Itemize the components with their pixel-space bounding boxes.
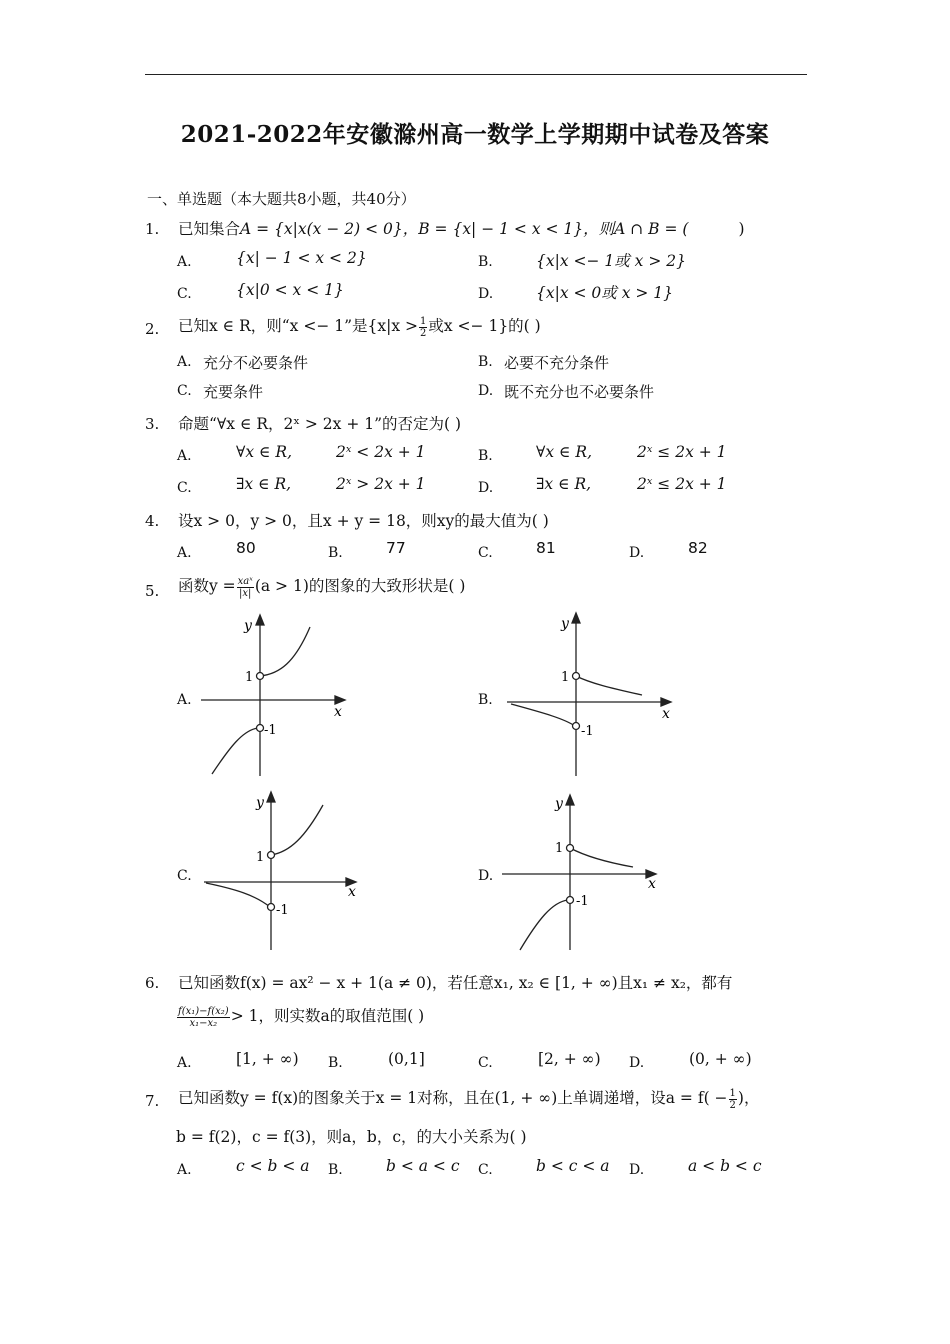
curve-left	[520, 900, 568, 950]
tick-label-one: 1	[256, 850, 265, 865]
question-stem: 函数y = $\frac{\text{xaˣ}}{|x|}$ (a > 1)的图象的大致形状是( )	[178, 575, 466, 599]
question-number: 4.	[145, 512, 160, 530]
option-d-label: D.	[629, 545, 645, 561]
option-b: (0,1]	[388, 1050, 425, 1068]
fraction: $\frac{1}{2}$	[729, 1087, 736, 1111]
graph-d	[500, 790, 670, 955]
question-stem: 设x > 0，y > 0，且x + y = 18，则xy的最大值为( )	[178, 512, 549, 530]
question-number: 5.	[145, 582, 160, 600]
open-point	[567, 845, 574, 852]
option-c: 充要条件	[203, 383, 264, 401]
option-d: a < b < c	[688, 1157, 762, 1175]
open-point	[567, 897, 574, 904]
graph-b-label: B.	[478, 692, 493, 708]
question-number: 1.	[145, 220, 160, 238]
tick-label-one: 1	[245, 670, 254, 685]
x-axis-label: x	[348, 884, 356, 900]
x-axis-label: x	[648, 876, 656, 892]
option-a: 2ˣ < 2x + 1	[336, 443, 426, 461]
option-b-label: B.	[478, 254, 493, 270]
option-d-label: D.	[629, 1055, 645, 1071]
section-heading: 一、单选题（本大题共8小题，共40分）	[147, 190, 416, 208]
y-axis-label: y	[561, 616, 569, 632]
x-axis-arrow-icon	[661, 698, 671, 706]
question-stem: 命题“∀x ∈ R，2ˣ > 2x + 1”的否定为( )	[178, 415, 462, 433]
option-d: {x|x < 0或 x > 1}	[536, 284, 674, 302]
option-c: {x|0 < x < 1}	[236, 281, 344, 299]
option-a: {x| − 1 < x < 2}	[236, 249, 367, 267]
option-b-label: B.	[328, 1162, 343, 1178]
option-c-label: C.	[478, 545, 493, 561]
graph-b	[505, 608, 680, 778]
option-c: 2ˣ > 2x + 1	[336, 475, 426, 493]
question-number: 3.	[145, 415, 160, 433]
tick-label-neg-one: -1	[276, 903, 289, 918]
question-stem-line1: 已知函数y = f(x)的图象关于x = 1对称，且在(1, + ∞)上单调递增，设a = f( − $\frac{1}{2}$ )，	[178, 1087, 760, 1111]
page-title: 2021-2022年安徽滁州高一数学上学期期中试卷及答案	[180, 121, 770, 148]
option-b-label: B.	[478, 448, 493, 464]
option-a-label: A.	[177, 545, 192, 561]
y-axis-label: y	[244, 618, 252, 634]
open-point	[257, 725, 264, 732]
option-d-label: D.	[478, 480, 494, 496]
curve-right	[576, 676, 642, 695]
curve-left	[212, 728, 258, 774]
graph-a	[195, 612, 355, 777]
y-axis-label: y	[555, 796, 563, 812]
option-b: b < a < c	[386, 1157, 460, 1175]
option-c-label: C.	[478, 1055, 493, 1071]
curve-right	[570, 848, 633, 867]
option-d: 既不充分也不必要条件	[504, 383, 655, 401]
fraction: $\frac{\text{xaˣ}}{|x|}$	[237, 575, 253, 599]
fraction: $\frac{\text{f(x₁)−f(x₂)}}{\text{x₁−x₂}}$	[178, 1005, 229, 1029]
question-stem-line2: $\frac{\text{f(x₁)−f(x₂)}}{\text{x₁−x₂}}$ > 1，则实数a的取值范围( )	[178, 1005, 425, 1029]
option-b-label: B.	[328, 545, 343, 561]
question-number: 6.	[145, 974, 160, 992]
option-c: 81	[536, 539, 556, 557]
option-c-label: C.	[177, 286, 192, 302]
option-b-quantifier: ∀x ∈ R,	[536, 443, 593, 461]
x-axis-label: x	[662, 706, 670, 722]
option-a: 80	[236, 539, 256, 557]
curve-right	[260, 627, 310, 676]
tick-label-neg-one: -1	[264, 723, 277, 738]
graph-c	[200, 787, 365, 952]
tick-label-neg-one: -1	[581, 724, 594, 739]
option-b: 77	[386, 539, 406, 557]
option-a-label: A.	[177, 354, 192, 370]
question-stem: 已知x ∈ R，则“x <− 1”是{x|x > $\frac{1}{2}$ 或x <− 1}的( )	[178, 315, 541, 339]
option-c: [2, + ∞)	[538, 1050, 601, 1068]
curve-left	[511, 704, 575, 726]
y-axis-label: y	[256, 795, 264, 811]
graph-a-label: A.	[177, 692, 192, 708]
graph-c-label: C.	[177, 868, 192, 884]
curve-left	[206, 883, 270, 907]
option-c-label: C.	[177, 383, 192, 399]
open-point	[268, 904, 275, 911]
option-b: 必要不充分条件	[504, 354, 610, 372]
option-a-label: A.	[177, 1055, 192, 1071]
tick-label-one: 1	[561, 670, 570, 685]
question-stem: 已知集合A = {x|x(x − 2) < 0}，B = {x| − 1 < x < 1}，则A ∩ B = ( )	[178, 220, 745, 238]
option-d: 82	[688, 539, 708, 557]
option-b: 2ˣ ≤ 2x + 1	[637, 443, 727, 461]
tick-label-one: 1	[555, 841, 564, 856]
option-a: [1, + ∞)	[236, 1050, 299, 1068]
option-b-label: B.	[328, 1055, 343, 1071]
option-a-label: A.	[177, 1162, 192, 1178]
question-number: 2.	[145, 320, 160, 338]
option-c-label: C.	[478, 1162, 493, 1178]
option-c: b < c < a	[536, 1157, 610, 1175]
open-point	[573, 723, 580, 730]
tick-label-neg-one: -1	[576, 894, 589, 909]
y-axis-arrow-icon	[566, 795, 574, 805]
y-axis-arrow-icon	[572, 613, 580, 623]
option-a-quantifier: ∀x ∈ R,	[236, 443, 293, 461]
option-d-quantifier: ∃x ∈ R,	[536, 475, 592, 493]
question-stem-line2: b = f(2)，c = f(3)，则a，b，c，的大小关系为( )	[176, 1128, 527, 1146]
x-axis-label: x	[334, 704, 342, 720]
option-a: 充分不必要条件	[203, 354, 309, 372]
x-axis-arrow-icon	[335, 696, 345, 704]
open-point	[268, 852, 275, 859]
question-stem-line1: 已知函数f(x) = ax² − x + 1(a ≠ 0)，若任意x₁, x₂ ∈ [1, + ∞)且x₁ ≠ x₂，都有	[178, 974, 733, 992]
option-c-quantifier: ∃x ∈ R,	[236, 475, 292, 493]
option-a: c < b < a	[236, 1157, 310, 1175]
option-b-label: B.	[478, 354, 493, 370]
y-axis-arrow-icon	[267, 792, 275, 802]
question-number: 7.	[145, 1092, 160, 1110]
option-c-label: C.	[177, 480, 192, 496]
header-rule	[145, 74, 807, 75]
option-d-label: D.	[478, 286, 494, 302]
y-axis-arrow-icon	[256, 615, 264, 625]
option-d: 2ˣ ≤ 2x + 1	[637, 475, 727, 493]
option-b: {x|x <− 1或 x > 2}	[536, 252, 686, 270]
open-point	[573, 673, 580, 680]
fraction: $\frac{1}{2}$	[420, 315, 427, 339]
curve-right	[271, 805, 323, 855]
option-d-label: D.	[629, 1162, 645, 1178]
graph-d-label: D.	[478, 868, 494, 884]
option-d: (0, + ∞)	[689, 1050, 752, 1068]
option-d-label: D.	[478, 383, 494, 399]
option-a-label: A.	[177, 254, 192, 270]
option-a-label: A.	[177, 448, 192, 464]
open-point	[257, 673, 264, 680]
